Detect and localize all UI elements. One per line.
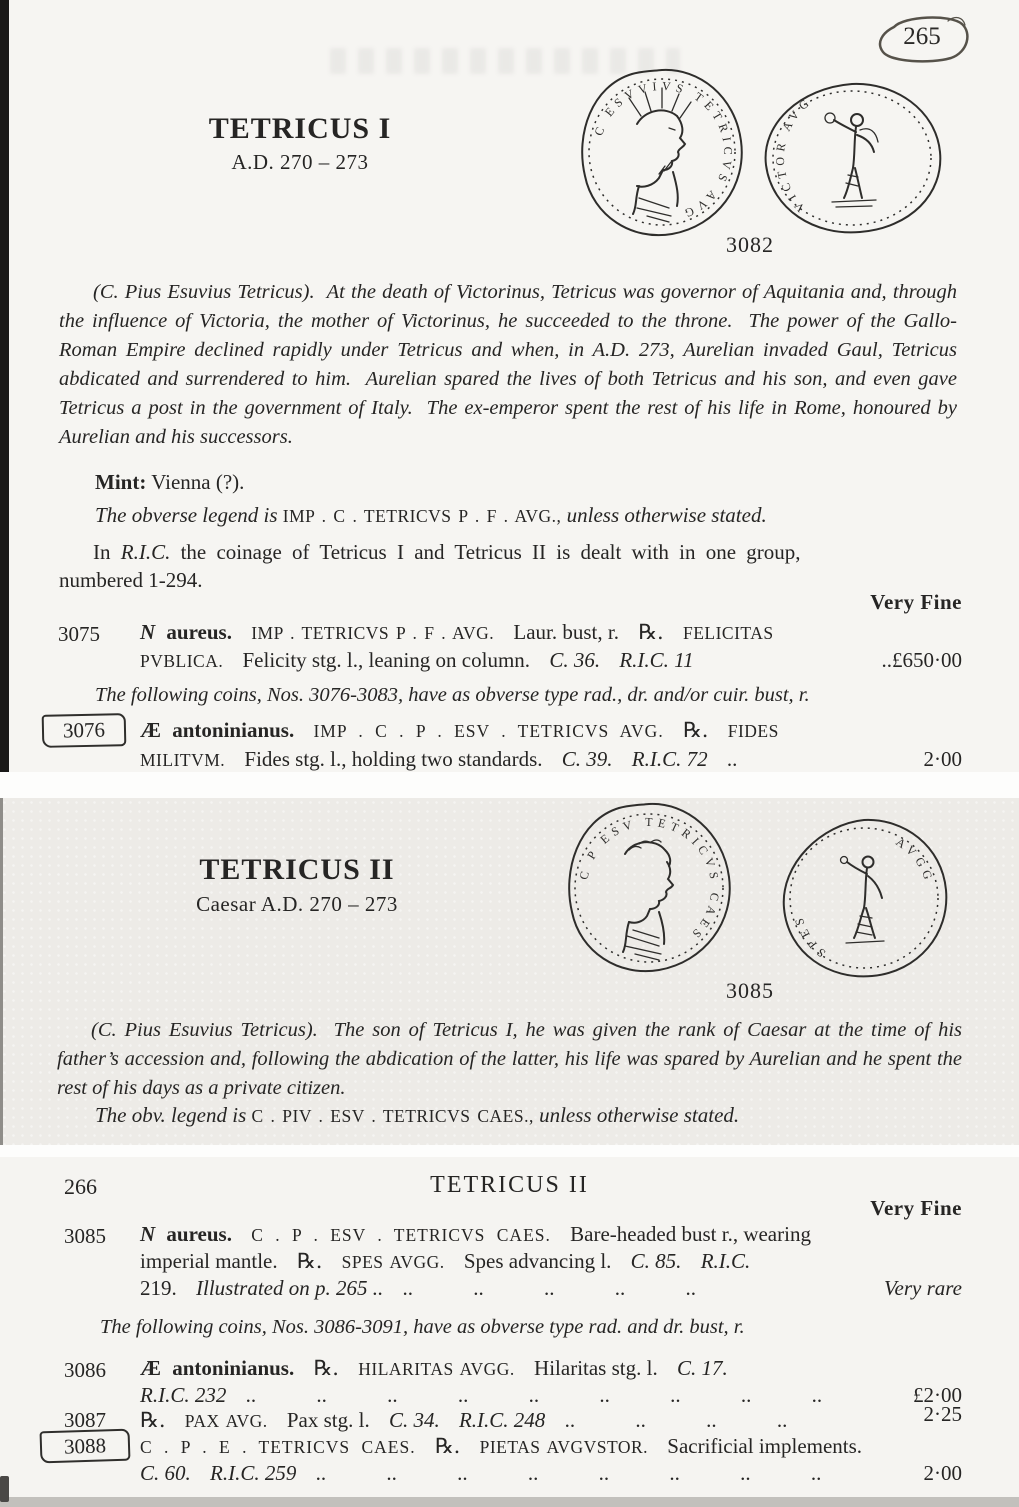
- page-number-circled: [872, 12, 972, 64]
- figure-caption: 3085: [726, 978, 774, 1003]
- coin-reverse-spes-image: [778, 816, 950, 982]
- page-title: TETRICUS II: [199, 853, 395, 886]
- entry-3085-line2: [140, 1249, 962, 1274]
- coin-legend-text: C P ESV TETRICVS CAES: [576, 814, 723, 945]
- page-number: 265: [903, 23, 941, 50]
- reverse-mark: ℞.: [140, 1408, 166, 1432]
- obverse-legend: IMP . TETRICVS P . F . AVG.: [251, 623, 495, 643]
- ric-ref: R.I.C. 232: [140, 1383, 227, 1407]
- coin-legend-text: C ESVVIVS TETRICVS AVG: [591, 78, 736, 223]
- figure-caption: 3082: [726, 232, 774, 257]
- denomination: antoninianus.: [172, 718, 295, 742]
- obverse-legend-line: [95, 503, 767, 528]
- price: ..£650·00: [881, 648, 962, 672]
- coin-obverse-tetricus2-image: [563, 800, 735, 974]
- reverse-legend: FELICITAS: [682, 623, 774, 643]
- ric-number: 219.: [140, 1276, 177, 1300]
- entry-3085-line3: [140, 1276, 962, 1301]
- reverse-legend-cont: MILITVM.: [140, 750, 226, 770]
- reverse-legend-cont: PVBLICA.: [140, 651, 224, 671]
- entry-3075-line1: [140, 620, 962, 645]
- illustrated-note: Illustrated on p. 265 ..: [196, 1276, 384, 1300]
- denomination: aureus.: [166, 620, 232, 644]
- ric-note-line1: [59, 540, 959, 565]
- biography-paragraph: (C. Pius Esuvius Tetricus). At the death of Victorinus, Tetricus was governor of Aquitania and, through the influence of Victoria, the mother of Victorinus, he succeeded to the throne. The power of the Gallo-Roman Empire declined rapidly under Tetricus and when, in A.D. 273, Aurelian invaded Gaul, Tetricus abdicated and surrendered to him. Aurelian spared the lives of both Tetricus and his son, and even gave Tetricus a post in the government of Italy. The ex-emperor spent the rest of his life in Rome, honoured by Aurelian and his successors.: [59, 281, 963, 448]
- entry-3076-line2: [140, 747, 962, 772]
- reverse-description: Sacrificial implements.: [667, 1434, 863, 1458]
- entry-number-boxed: 3088: [40, 1429, 131, 1464]
- ric-note-line2: numbered 1-294.: [59, 568, 203, 592]
- ric-ref: R.I.C.: [700, 1249, 751, 1273]
- reverse-legend: PAX AVG.: [184, 1411, 268, 1431]
- entry-number: 3086: [64, 1358, 106, 1382]
- cohen-ref: C. 34.: [388, 1408, 440, 1432]
- dot-leader: ..: [726, 747, 738, 771]
- reverse-description: Hilaritas stg. l.: [534, 1356, 658, 1380]
- page-tetricus2-plate: [0, 798, 1019, 1145]
- mint-value: Vienna (?).: [151, 470, 245, 494]
- entry-number-boxed: 3076: [42, 713, 127, 748]
- metal-mark: Æ: [140, 718, 161, 742]
- legend-tail-text: unless otherwise stated.: [566, 503, 767, 527]
- entry-3076-line1: [140, 718, 962, 743]
- cohen-ref: C. 60.: [140, 1461, 191, 1485]
- legend-intro-text: The obverse legend is: [95, 503, 278, 527]
- reverse-mark: ℞.: [296, 1249, 323, 1273]
- reverse-description: Spes advancing l.: [463, 1249, 612, 1273]
- ric-ref: R.I.C. 248: [458, 1408, 546, 1432]
- scan-edge-left: [0, 0, 9, 772]
- entry-number: 3085: [64, 1224, 106, 1248]
- running-title: TETRICUS II: [430, 1172, 589, 1198]
- price: Very rare: [884, 1276, 962, 1300]
- entry-3086-line2: [140, 1383, 962, 1408]
- cohen-ref: C. 85.: [630, 1249, 682, 1273]
- obverse-legend: C . P . E . TETRICVS CAES.: [140, 1437, 416, 1457]
- price: 2·00: [923, 1461, 962, 1485]
- dot-leader: .. .. .. .. .. .. .. .. ..: [245, 1383, 823, 1407]
- coin-legend-text-left: SPES: [790, 911, 829, 961]
- coin-legend-text: VICTOR AVG: [772, 93, 816, 216]
- ric-ref: R.I.C. 259: [210, 1461, 297, 1485]
- entry-number: 3075: [58, 622, 100, 646]
- ric-rest: the coinage of Tetricus I and Tetricus II is dealt with in one group,: [180, 540, 801, 564]
- denomination: antoninianus.: [172, 1356, 295, 1380]
- mint-label: Mint:: [95, 470, 147, 494]
- ric-ref: R.I.C. 11: [619, 648, 694, 672]
- ric-pre: In: [93, 540, 111, 564]
- page-title: TETRICUS I: [208, 112, 392, 145]
- dot-leader: .. .. .. .. ..: [402, 1276, 696, 1300]
- cohen-ref: C. 17.: [676, 1356, 728, 1380]
- page-gap: [0, 772, 1019, 798]
- obverse-description: Laur. bust, r.: [513, 620, 619, 644]
- biography-paragraph: (C. Pius Esuvius Tetricus). The son of Tetricus I, he was given the rank of Caesar at the time of his father’s accession and, following the abdication of the latter, his life was spared by Aurelian and he spent the rest of his days as a private citizen.: [57, 1019, 968, 1099]
- reverse-mark: ℞.: [434, 1434, 461, 1458]
- entry-3087-line1: [140, 1408, 962, 1433]
- reverse-legend: SPES AVGG.: [341, 1252, 445, 1272]
- page-gap: [0, 1145, 1019, 1157]
- legend-intro-text: The obv. legend is: [95, 1103, 247, 1127]
- cohen-ref: C. 36.: [549, 648, 601, 672]
- legend-caps-text: C . PIV . ESV . TETRICVS CAES.,: [251, 1106, 534, 1126]
- grade-column-header: Very Fine: [870, 590, 962, 614]
- mint-line: [95, 470, 244, 495]
- entry-3085-line1: [140, 1222, 962, 1247]
- reverse-description: Pax stg. l.: [286, 1408, 370, 1432]
- scan-edge-left: [0, 798, 3, 1145]
- dot-leader: .. .. .. ..: [564, 1408, 788, 1432]
- coin-reverse-victory-image: [760, 80, 944, 236]
- metal-mark: N: [140, 620, 156, 644]
- scan-edge-bottom: [0, 1497, 1019, 1507]
- reverse-legend: PIETAS AVGVSTOR.: [479, 1437, 649, 1457]
- scan-corner-mark: [0, 1476, 9, 1502]
- entry-number: 3087: [64, 1408, 106, 1432]
- legend-tail-text: unless otherwise stated.: [539, 1103, 740, 1127]
- page-266: [0, 1157, 1019, 1497]
- entry-3075-line2: [140, 648, 962, 673]
- obverse-description: Bare-headed bust r., wearing: [570, 1222, 811, 1246]
- reverse-mark: ℞.: [682, 718, 709, 742]
- metal-mark: N: [140, 1222, 156, 1246]
- legend-caps-text: IMP . C . TETRICVS P . F . AVG.,: [282, 506, 562, 526]
- reign-dates: Caesar A.D. 270 – 273: [196, 892, 398, 916]
- entry-3086-line1: [140, 1356, 962, 1381]
- coin-obverse-tetricus1-image: [577, 66, 747, 238]
- reverse-legend: HILARITAS AVGG.: [358, 1359, 515, 1379]
- reign-dates: A.D. 270 – 273: [231, 150, 369, 174]
- obverse-legend: C . P . ESV . TETRICVS CAES.: [251, 1225, 551, 1245]
- obverse-description-cont: imperial mantle.: [140, 1249, 278, 1273]
- price: 2·00: [923, 747, 962, 771]
- grade-column-header: Very Fine: [870, 1196, 962, 1220]
- dot-leader: .. .. .. .. .. .. .. ..: [315, 1461, 822, 1485]
- price: £2·00: [913, 1383, 962, 1407]
- reverse-description: Fides stg. l., holding two standards.: [244, 747, 543, 771]
- ric-ref: R.I.C. 72: [631, 747, 708, 771]
- obverse-type-note: The following coins, Nos. 3076-3083, have as obverse type rad., dr. and/or cuir. bust, r.: [95, 684, 810, 706]
- entry-3088-line1: [140, 1434, 962, 1459]
- obverse-legend-line: [95, 1103, 739, 1128]
- coin-legend-text-right: AVGG: [893, 834, 937, 886]
- reverse-legend: FIDES: [727, 721, 779, 741]
- cohen-ref: C. 39.: [561, 747, 613, 771]
- price: 2·25: [923, 1402, 962, 1426]
- reverse-description: Felicity stg. l., leaning on column.: [242, 648, 531, 672]
- entry-3088-line2: [140, 1461, 962, 1486]
- ric-ref: R.I.C.: [120, 540, 171, 564]
- denomination: aureus.: [166, 1222, 232, 1246]
- reverse-mark: ℞.: [313, 1356, 339, 1380]
- obverse-legend: IMP . C . P . ESV . TETRICVS AVG.: [313, 721, 664, 741]
- obverse-type-note: The following coins, Nos. 3086-3091, have as obverse type rad. and dr. bust, r.: [100, 1316, 745, 1338]
- metal-mark: Æ: [140, 1356, 161, 1380]
- reverse-mark: ℞.: [638, 620, 664, 644]
- folio-number: 266: [64, 1174, 97, 1199]
